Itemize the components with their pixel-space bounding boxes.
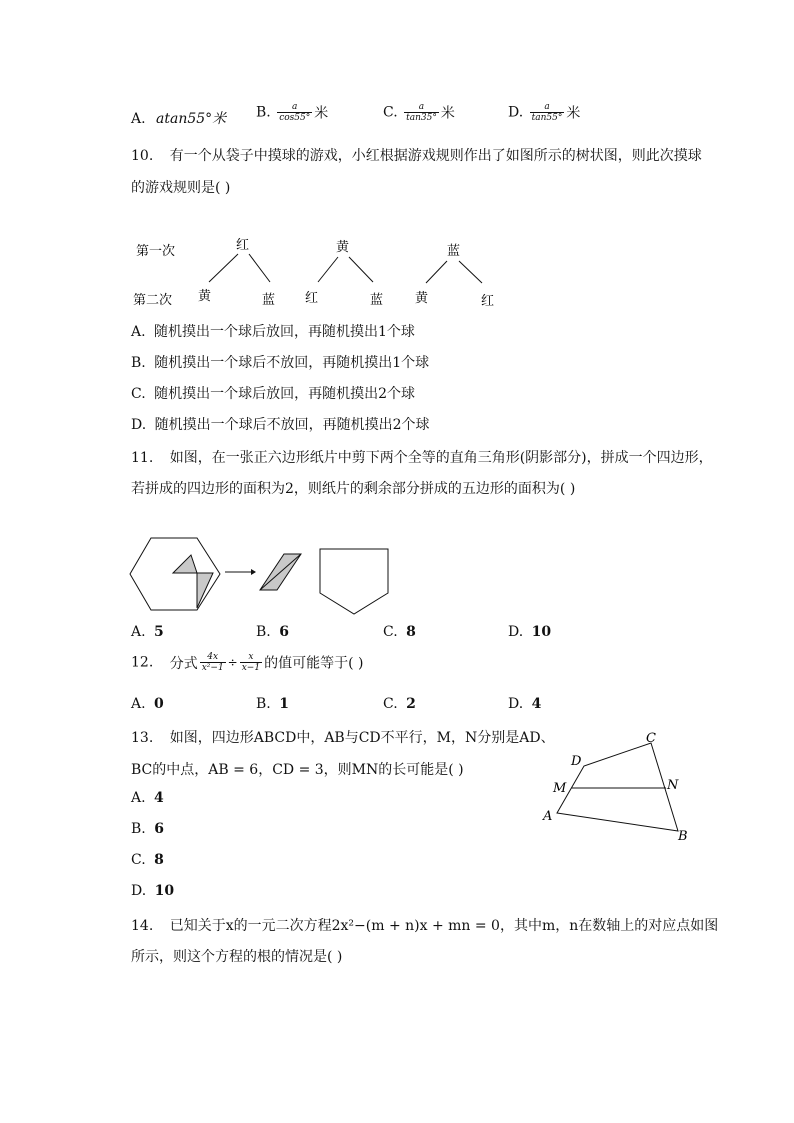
option-label: D. — [508, 624, 524, 640]
q12-option-a — [131, 696, 164, 712]
fraction-denominator: tan55° — [531, 113, 563, 123]
tree-bottom-3-2: 红 — [481, 294, 495, 309]
q12-stem — [131, 652, 363, 673]
question-text: 有一个从袋子中摸球的游戏，小红根据游戏规则作出了如图所示的树状图，则此次摸球 — [169, 148, 702, 164]
q13-option-b — [131, 821, 164, 837]
shaded-triangle-bottom — [197, 573, 213, 608]
option-value: 10 — [154, 883, 175, 899]
option-value: 0 — [154, 696, 164, 712]
label-b: B — [678, 829, 688, 844]
option-label: C. — [383, 624, 398, 640]
fraction — [530, 102, 565, 123]
unit: 米 — [440, 105, 455, 122]
tree-bottom-2-2: 蓝 — [370, 293, 384, 308]
tree-row2-label: 第二次 — [133, 293, 173, 308]
question-suffix: 的值可能等于( ) — [264, 655, 364, 672]
option-label: B. — [131, 821, 146, 837]
fraction-denominator: x−1 — [241, 663, 261, 673]
arrow-icon — [251, 569, 256, 575]
fraction-denominator: cos55° — [279, 113, 311, 123]
q13-stem-line1 — [131, 727, 555, 747]
quadrilateral-figure — [535, 725, 705, 850]
fraction — [404, 102, 439, 123]
option-label: A. — [131, 624, 146, 640]
question-prefix: 分式 — [169, 655, 198, 672]
option-label: A. — [131, 790, 146, 806]
question-number: 11. — [131, 450, 154, 466]
option-label: C. — [383, 696, 398, 712]
label-d: D — [571, 754, 582, 769]
q11-option-b — [256, 624, 289, 640]
option-value: 10 — [531, 624, 552, 640]
option-label: B. — [256, 624, 271, 640]
option-value: 1 — [279, 696, 289, 712]
q10-option-d — [131, 414, 430, 434]
question-text: 如图，在一张正六边形纸片中剪下两个全等的直角三角形(阴影部分)，拼成一个四边形， — [169, 450, 713, 466]
q12-option-c — [383, 696, 416, 712]
option-value: 4 — [531, 696, 542, 712]
q14-stem-line1 — [131, 915, 718, 935]
fraction-1 — [200, 652, 226, 673]
fraction-numerator: x — [240, 652, 262, 663]
q11-option-a — [131, 624, 164, 640]
option-label: C. — [383, 104, 398, 121]
fraction-denominator: x²−1 — [201, 663, 224, 673]
tree-row1-label: 第一次 — [136, 244, 176, 259]
question-text: 如图，四边形ABCD中，AB与CD不平行，M，N分别是AD、 — [169, 730, 555, 746]
label-a: A — [543, 809, 553, 824]
question-number: 12. — [131, 654, 154, 671]
question-text: 已知关于x的一元二次方程2x²−(m + n)x + mn = 0，其中m，n在数轴上的对应点如图 — [169, 918, 719, 934]
q11-option-c — [383, 624, 416, 640]
option-label: C. — [131, 386, 146, 402]
option-label: B. — [256, 696, 271, 712]
option-value: 5 — [154, 624, 164, 640]
option-text: 随机摸出一个球后不放回，再随机摸出1个球 — [154, 355, 430, 371]
option-value: 8 — [154, 852, 164, 868]
q11-stem-line2: 若拼成的四边形的面积为2，则纸片的剩余部分拼成的五边形的面积为( ) — [131, 481, 576, 497]
q9-option-a — [131, 108, 226, 128]
unit: 米 — [314, 105, 329, 122]
q11-stem-line1 — [131, 447, 713, 467]
option-value: 2 — [406, 696, 416, 712]
fraction-2 — [240, 652, 262, 673]
q13-option-d — [131, 883, 174, 899]
q10-option-c — [131, 383, 415, 403]
fraction-denominator: tan35° — [406, 113, 437, 123]
operator: ÷ — [227, 655, 238, 670]
tree-bottom-1-2: 蓝 — [262, 293, 276, 308]
q10-stem-line2: 的游戏规则是( ) — [131, 180, 231, 196]
option-label: D. — [131, 883, 147, 899]
fraction-numerator: a — [530, 102, 565, 113]
option-label: C. — [131, 852, 146, 868]
option-label: D. — [131, 417, 147, 433]
option-value: 4 — [154, 790, 164, 806]
tree-diagram — [125, 230, 505, 312]
option-value: 8 — [406, 624, 416, 640]
question-number: 13. — [131, 730, 154, 746]
option-text: 随机摸出一个球后放回，再随机摸出1个球 — [154, 324, 415, 340]
option-text: 随机摸出一个球后不放回，再随机摸出2个球 — [154, 417, 430, 433]
label-c: C — [646, 731, 656, 746]
option-label: B. — [131, 355, 146, 371]
option-value: 6 — [279, 624, 289, 640]
hexagon-figure — [125, 530, 400, 620]
fraction-numerator: 4x — [200, 652, 226, 663]
option-label: D. — [508, 696, 524, 712]
q10-option-b — [131, 352, 429, 372]
q13-stem-line2: BC的中点，AB = 6，CD = 3，则MN的长可能是( ) — [131, 762, 464, 778]
label-m: M — [553, 781, 567, 796]
q12-option-d — [508, 696, 541, 712]
option-label: A. — [131, 696, 146, 712]
question-number: 14. — [131, 918, 154, 934]
q9-option-d — [508, 102, 580, 123]
q13-option-a — [131, 790, 164, 806]
fraction — [277, 102, 312, 123]
option-label: D. — [508, 104, 524, 121]
tree-top-red: 红 — [236, 238, 250, 253]
pentagon — [320, 549, 388, 614]
option-label: A. — [131, 324, 146, 340]
q9-option-b — [256, 102, 328, 123]
fraction-numerator: a — [404, 102, 439, 113]
q9-option-c — [383, 102, 455, 123]
label-n: N — [667, 778, 679, 793]
tree-top-blue: 蓝 — [447, 244, 461, 259]
q11-option-d — [508, 624, 551, 640]
option-value: 6 — [154, 821, 164, 837]
tree-bottom-1-1: 黄 — [198, 289, 212, 304]
q10-stem-line1 — [131, 145, 702, 165]
option-label: B. — [256, 104, 271, 121]
option-label: A. — [131, 111, 146, 127]
tree-top-yellow: 黄 — [336, 240, 350, 255]
q12-option-b — [256, 696, 289, 712]
fraction-numerator: a — [277, 102, 312, 113]
tree-bottom-2-1: 红 — [305, 291, 319, 306]
tree-bottom-3-1: 黄 — [415, 291, 429, 306]
q10-option-a — [131, 321, 415, 341]
question-number: 10. — [131, 148, 154, 164]
option-text: 随机摸出一个球后放回，再随机摸出2个球 — [154, 386, 416, 402]
shaded-triangle-top — [173, 555, 197, 573]
q14-stem-line2: 所示，则这个方程的根的情况是( ) — [131, 949, 343, 965]
q13-option-c — [131, 852, 164, 868]
option-text: atan55°米 — [156, 111, 227, 127]
unit: 米 — [566, 105, 581, 122]
